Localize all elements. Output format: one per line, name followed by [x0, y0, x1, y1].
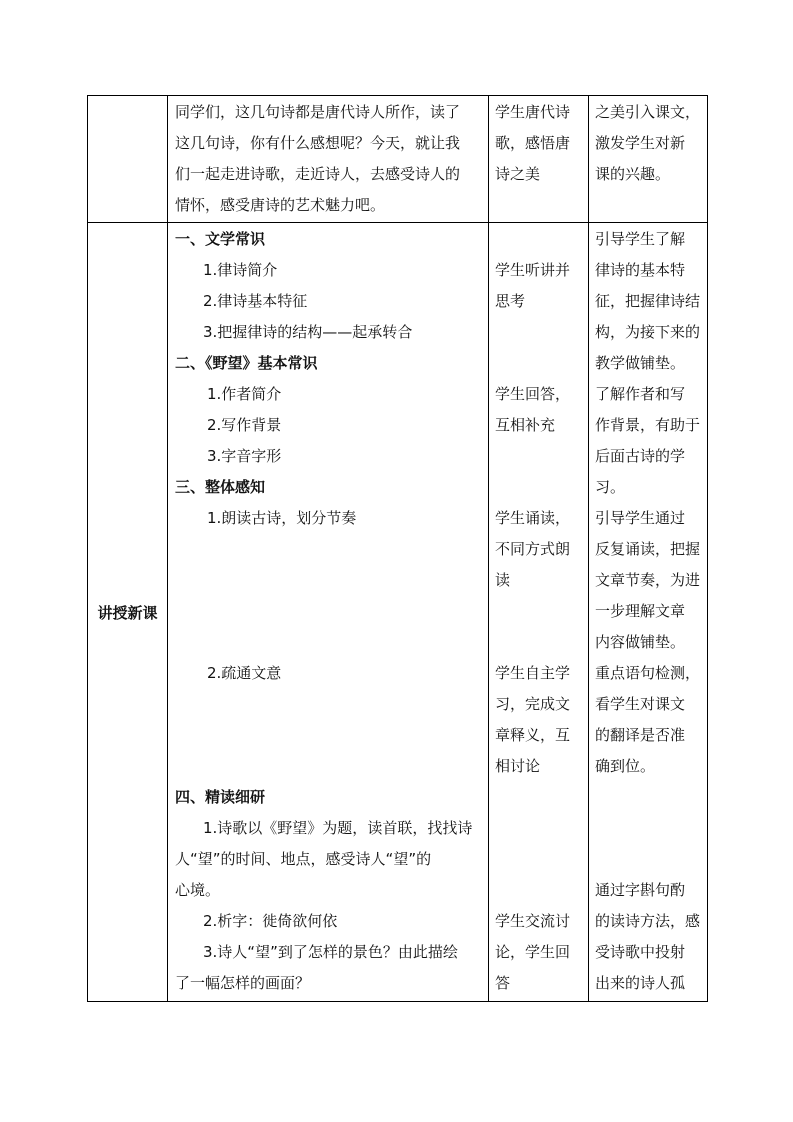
- section-heading: 一、文学常识: [175, 230, 266, 248]
- blank-line: [495, 627, 584, 658]
- text-line: 学生回答，: [495, 385, 571, 403]
- activity-cell: [489, 223, 589, 1002]
- blank-line: [175, 596, 482, 627]
- list-item: 2.律诗基本特征: [203, 292, 308, 310]
- blank-line: [175, 751, 482, 782]
- text-line: 文章节奏，为进: [595, 571, 701, 589]
- text-line: 后面古诗的学: [595, 447, 686, 465]
- list-item: 3.字音字形: [207, 447, 282, 465]
- table-row: [88, 96, 708, 223]
- text-line: 出来的诗人孤: [595, 974, 686, 992]
- text-line: 反复诵读，把握: [595, 540, 701, 558]
- text-line: 思考: [495, 292, 526, 310]
- question-line: 了一幅怎样的画面？: [175, 974, 311, 992]
- text-line: 习，完成文: [495, 695, 571, 713]
- blank-line: [495, 596, 584, 627]
- blank-line: [175, 534, 482, 565]
- text-line: 律诗的基本特: [595, 261, 686, 279]
- text-line: 相讨论: [495, 757, 541, 775]
- text-line: 重点语句检测，: [595, 664, 701, 682]
- stage-cell-empty: [88, 96, 168, 223]
- text-line: 学生自主学: [495, 664, 571, 682]
- text-line: 读: [495, 571, 511, 589]
- list-item: 3.把握律诗的结构——起承转合: [203, 323, 413, 341]
- lesson-plan-table: [87, 95, 708, 1002]
- text-line: 内容做铺垫。: [595, 633, 686, 651]
- text-line: 确到位。: [595, 757, 656, 775]
- text-line: 情怀，感受唐诗的艺术魅力吧。: [175, 196, 386, 214]
- blank-line: [595, 844, 703, 875]
- section-heading: 三、整体感知: [175, 478, 266, 496]
- question-line: 人“望”的时间、地点，感受诗人“望”的: [175, 850, 432, 868]
- list-item: 2.写作背景: [207, 416, 282, 434]
- text-line: 课的兴趣。: [595, 165, 671, 183]
- text-line: 答: [495, 974, 511, 992]
- activity-cell: [489, 96, 589, 223]
- blank-line: [175, 565, 482, 596]
- list-item: 1.作者简介: [207, 385, 282, 403]
- text-line: 学生诵读，: [495, 509, 571, 527]
- text-line: 这几句诗，你有什么感想呢？今天，就让我: [175, 134, 461, 152]
- text-line: 构，为接下来的: [595, 323, 701, 341]
- stage-cell: 讲授新课: [88, 223, 168, 1002]
- blank-line: [495, 813, 584, 844]
- blank-line: [175, 627, 482, 658]
- text-line: 学生听讲并: [495, 261, 571, 279]
- text-line: 诗之美: [495, 165, 541, 183]
- text-line: 不同方式朗: [495, 540, 571, 558]
- text-line: 互相补充: [495, 416, 556, 434]
- text-line: 之美引入课文，: [595, 103, 701, 121]
- text-line: 论，学生回: [495, 943, 571, 961]
- text-line: 习。: [595, 478, 626, 496]
- text-line: 引导学生了解: [595, 230, 686, 248]
- text-line: 了解作者和写: [595, 385, 686, 403]
- text-line: 作背景，有助于: [595, 416, 701, 434]
- text-line: 教学做铺垫。: [595, 354, 686, 372]
- text-line: 引导学生通过: [595, 509, 686, 527]
- content-cell: [168, 96, 489, 223]
- text-line: 激发学生对新: [595, 134, 686, 152]
- content-cell: [168, 223, 489, 1002]
- text-line: 一步理解文章: [595, 602, 686, 620]
- blank-line: [595, 813, 703, 844]
- list-item: 1.律诗简介: [203, 261, 278, 279]
- text-line: 的翻译是否准: [595, 726, 686, 744]
- blank-line: [495, 844, 584, 875]
- blank-line: [175, 720, 482, 751]
- text-line: 受诗歌中投射: [595, 943, 686, 961]
- text-line: 同学们，这几句诗都是唐代诗人所作，读了: [175, 103, 461, 121]
- blank-line: [495, 875, 584, 906]
- question-line: 3.诗人“望”到了怎样的景色？由此描绘: [203, 943, 458, 961]
- text-line: 看学生对课文: [595, 695, 686, 713]
- blank-line: [495, 782, 584, 813]
- table-row: [88, 223, 708, 1002]
- blank-line: [175, 689, 482, 720]
- text-line: 征，把握律诗结: [595, 292, 701, 310]
- question-line: 1.诗歌以《野望》为题，读首联，找找诗: [203, 819, 473, 837]
- blank-line: [595, 782, 703, 813]
- text-line: 学生交流讨: [495, 912, 571, 930]
- section-heading: 二、《野望》基本常识: [175, 354, 318, 372]
- blank-line: [495, 441, 584, 472]
- intent-cell: [589, 223, 708, 1002]
- blank-line: [495, 472, 584, 503]
- section-heading: 四、精读细研: [175, 788, 266, 806]
- list-item: 1.朗读古诗，划分节奏: [207, 509, 357, 527]
- text-line: 们一起走进诗歌，走近诗人，去感受诗人的: [175, 165, 461, 183]
- text-line: 学生唐代诗: [495, 103, 571, 121]
- blank-line: [495, 348, 584, 379]
- question-line: 心境。: [175, 881, 221, 899]
- text-line: 通过字斟句酌: [595, 881, 686, 899]
- blank-line: [495, 317, 584, 348]
- blank-line: [495, 224, 584, 255]
- question-line: 2.析字：徙倚欲何依: [203, 912, 338, 930]
- text-line: 歌，感悟唐: [495, 134, 571, 152]
- text-line: 章释义，互: [495, 726, 571, 744]
- intent-cell: [589, 96, 708, 223]
- text-line: 的读诗方法，感: [595, 912, 701, 930]
- list-item: 2.疏通文意: [207, 664, 282, 682]
